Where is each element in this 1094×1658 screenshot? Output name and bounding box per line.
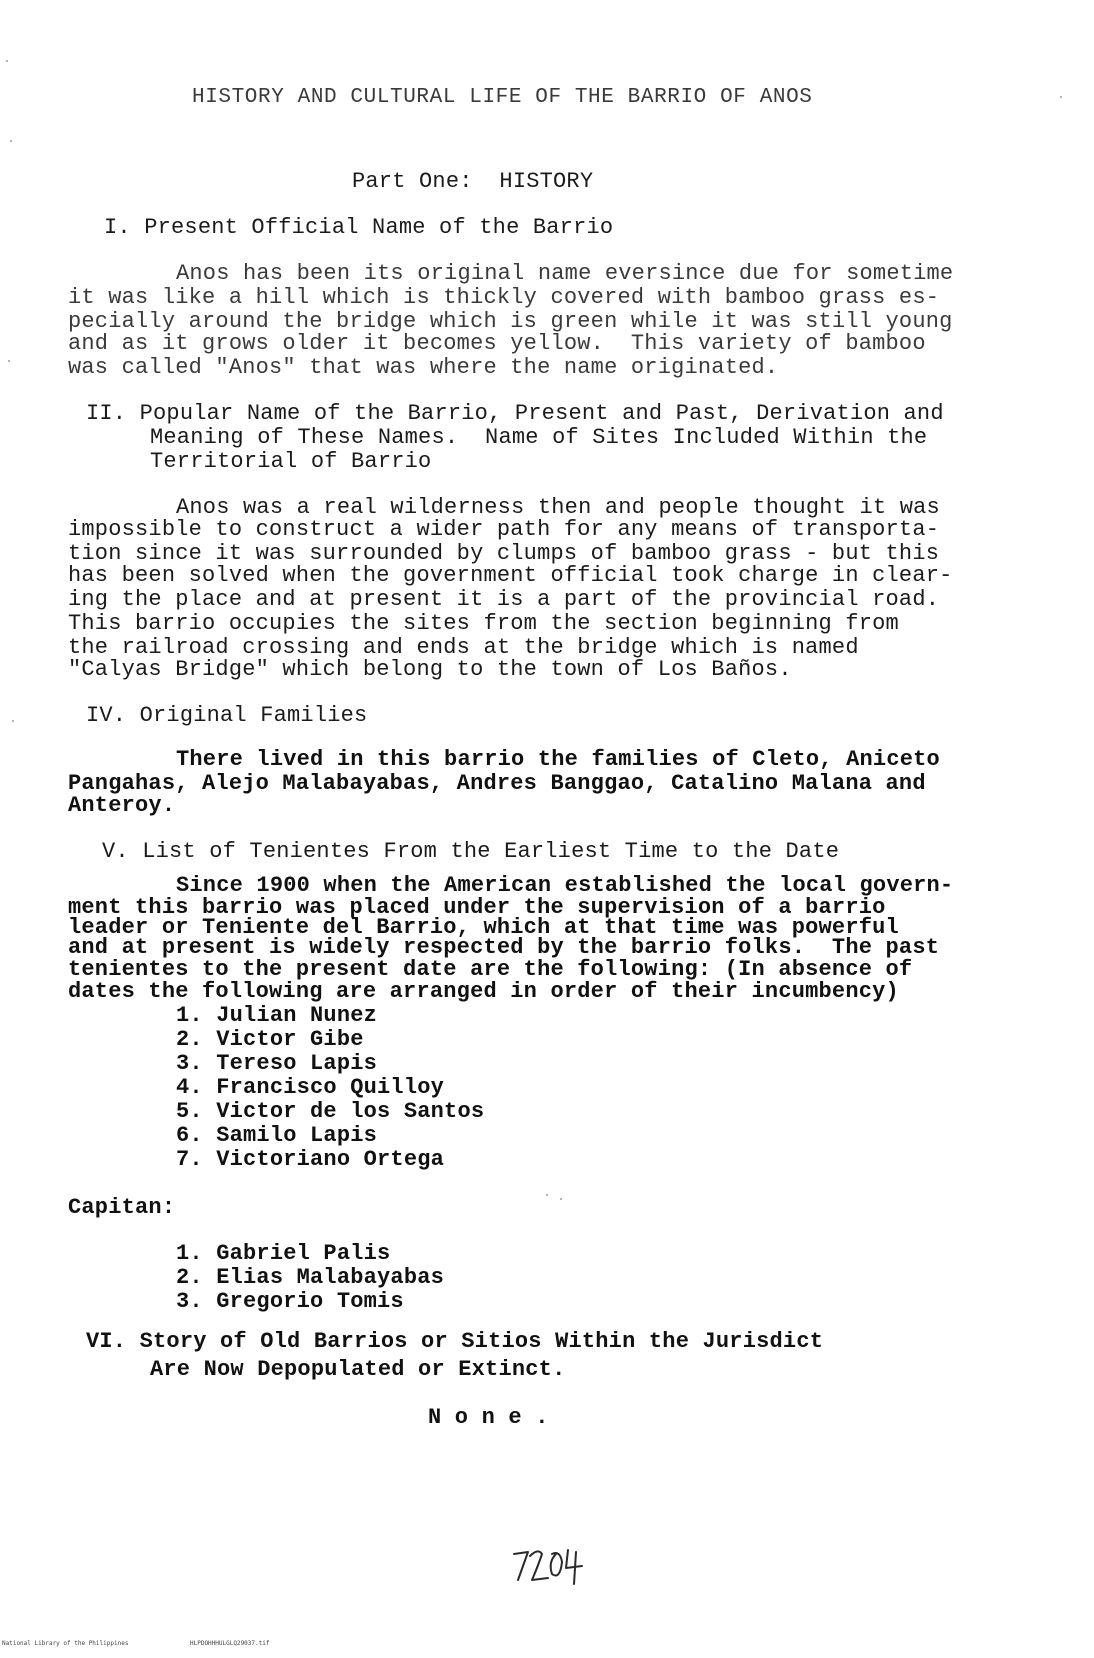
section-5-line: ment this barrio was placed under the supervision of a barrio xyxy=(68,895,886,920)
section-2-line: Anos was a real wilderness then and people thought it was xyxy=(176,495,940,520)
section-6-heading: VI. Story of Old Barrios or Sitios Within the Jurisdict xyxy=(86,1329,824,1354)
footer-library: National Library of the Philippines xyxy=(2,1640,129,1647)
teniente-item: 4. Francisco Quilloy xyxy=(176,1075,445,1100)
section-4-line: Pangahas, Alejo Malabayabas, Andres Banggao, Catalino Malana and xyxy=(68,771,926,796)
section-4-line: Anteroy. xyxy=(68,793,176,818)
part-heading: Part One: HISTORY xyxy=(352,169,594,194)
capitan-item: 2. Elias Malabayabas xyxy=(176,1265,445,1290)
section-2-heading: Meaning of These Names. Name of Sites Included Within the xyxy=(150,425,928,450)
section-5-line: Since 1900 when the American established the local govern- xyxy=(176,873,954,898)
scan-speck xyxy=(8,360,10,362)
teniente-item: 6. Samilo Lapis xyxy=(176,1123,378,1148)
handwritten-page-number xyxy=(508,1540,588,1590)
section-1-line: was called "Anos" that was where the name originated. xyxy=(68,355,779,380)
teniente-item: 7. Victoriano Ortega xyxy=(176,1147,445,1172)
section-4-line: There lived in this barrio the families of Cleto, Aniceto xyxy=(176,747,940,772)
section-2-line: "Calyas Bridge" which belong to the town of Los Baños. xyxy=(68,657,792,682)
section-5-heading: V. List of Tenientes From the Earliest Time to the Date xyxy=(102,839,840,864)
section-2-line: impossible to construct a wider path for any means of transporta- xyxy=(68,517,940,542)
section-2-heading: II. Popular Name of the Barrio, Present and Past, Derivation and xyxy=(86,401,944,426)
section-5-line: dates the following are arranged in order of their incumbency) xyxy=(68,979,899,1004)
teniente-item: 2. Victor Gibe xyxy=(176,1027,364,1052)
section-2-line: has been solved when the government official took charge in clear- xyxy=(68,563,953,588)
scan-speck xyxy=(10,140,12,142)
capitan-label: Capitan: xyxy=(68,1195,176,1220)
scan-speck xyxy=(6,60,8,62)
scan-speck xyxy=(12,720,14,722)
section-2-line: ing the place and at present it is a part of the provincial road. xyxy=(68,587,940,612)
section-5-line: tenientes to the present date are the following: (In absence of xyxy=(68,957,913,982)
section-1-line: and as it grows older it becomes yellow. This variety of bamboo xyxy=(68,331,926,356)
section-2-line: the railroad crossing and ends at the bridge which is named xyxy=(68,635,859,660)
section-6-body: N o n e . xyxy=(428,1405,549,1430)
scan-speck xyxy=(560,1198,562,1200)
footer-filename: HLPDOHHHULGLQ29037.tif xyxy=(190,1640,270,1647)
section-6-heading: Are Now Depopulated or Extinct. xyxy=(150,1357,566,1382)
section-5-line: and at present is widely respected by the barrio folks. The past xyxy=(68,935,940,960)
scan-speck xyxy=(546,1194,548,1196)
section-2-heading: Territorial of Barrio xyxy=(150,449,432,474)
teniente-item: 3. Tereso Lapis xyxy=(176,1051,378,1076)
scan-speck xyxy=(1060,96,1062,98)
teniente-item: 5. Victor de los Santos xyxy=(176,1099,485,1124)
section-1-line: Anos has been its original name eversince due for sometime xyxy=(176,261,954,286)
section-1-line: it was like a hill which is thickly covered with bamboo grass es- xyxy=(68,285,940,310)
section-2-line: tion since it was surrounded by clumps of bamboo grass - but this xyxy=(68,541,940,566)
section-1-heading: I. Present Official Name of the Barrio xyxy=(104,215,614,240)
document-title: HISTORY AND CULTURAL LIFE OF THE BARRIO OF ANOS xyxy=(192,86,813,109)
capitan-item: 1. Gabriel Palis xyxy=(176,1241,391,1266)
capitan-item: 3. Gregorio Tomis xyxy=(176,1289,404,1314)
section-2-line: This barrio occupies the sites from the section beginning from xyxy=(68,611,899,636)
section-4-heading: IV. Original Families xyxy=(86,703,368,728)
section-1-line: pecially around the bridge which is green while it was still young xyxy=(68,309,953,334)
section-5-line: leader or Teniente del Barrio, which at that time was powerful xyxy=(68,915,899,940)
teniente-item: 1. Julian Nunez xyxy=(176,1003,378,1028)
